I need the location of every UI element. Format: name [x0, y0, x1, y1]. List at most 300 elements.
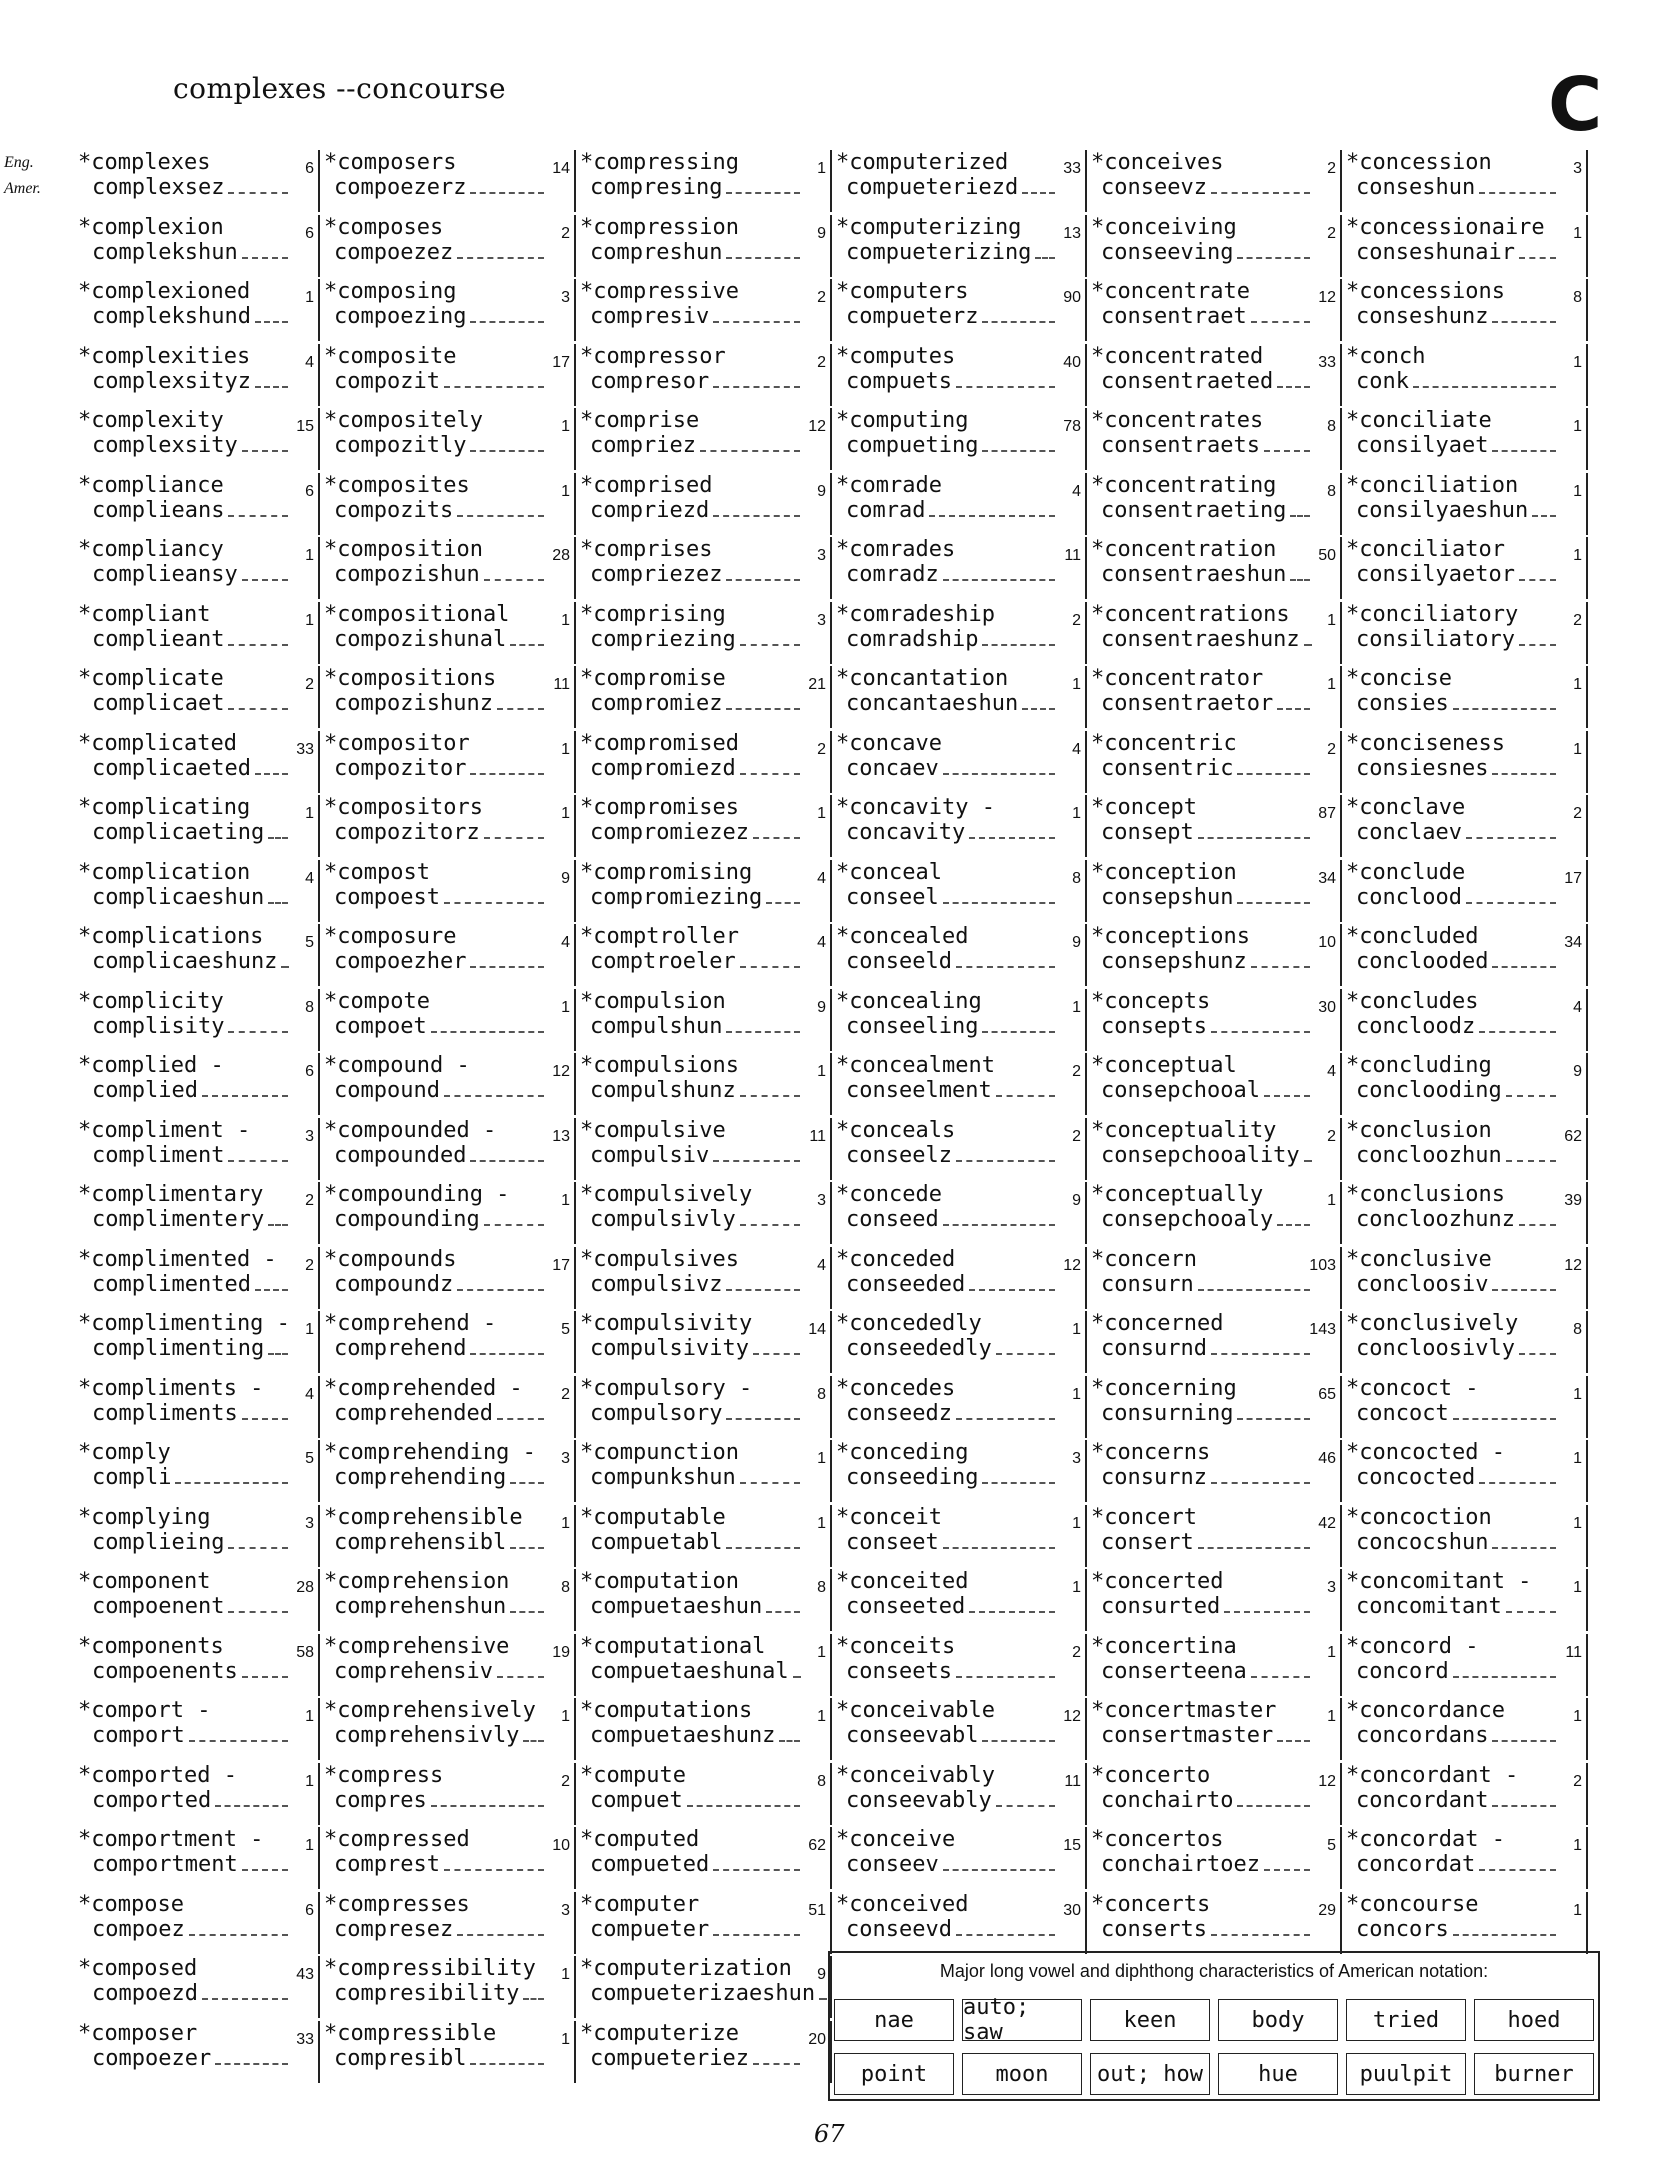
english-spelling: *compositional: [324, 601, 510, 627]
english-spelling: *conceptions: [1091, 924, 1250, 949]
frequency-count: 33: [1318, 353, 1336, 371]
frequency-count: 1: [305, 1321, 314, 1338]
american-spelling: consies: [1342, 690, 1556, 717]
english-spelling: *composer: [78, 2020, 198, 2046]
frequency-count: 1: [1072, 676, 1081, 693]
frequency-count: 3: [817, 1192, 826, 1209]
english-spelling: *computerized: [836, 150, 1009, 175]
frequency-count: 2: [561, 1385, 570, 1403]
english-spelling: *concordat -: [1346, 1827, 1505, 1852]
american-spelling: complicaet: [70, 690, 288, 717]
english-spelling: *concerto: [1091, 1762, 1211, 1788]
leader-dashes: [228, 174, 288, 194]
leader-dashes: [1277, 1722, 1310, 1742]
leader-dashes: [753, 2045, 800, 2065]
leader-dashes: [1519, 626, 1556, 646]
legend-example: point: [834, 2053, 954, 2095]
word-entry: [1342, 215, 1588, 277]
frequency-count: 21: [808, 676, 826, 693]
american-spelling: compoundz: [320, 1271, 544, 1298]
frequency-count: 33: [296, 740, 314, 758]
word-entry: [576, 1311, 832, 1373]
english-spelling: *complicating: [78, 795, 251, 820]
frequency-count: 1: [1072, 1321, 1081, 1338]
american-spelling: compulshun: [576, 1013, 800, 1040]
american-spelling: compli: [70, 1464, 288, 1491]
leader-dashes: [242, 561, 288, 581]
frequency-count: 33: [1063, 160, 1081, 177]
frequency-count: 1: [561, 2030, 570, 2048]
frequency-count: 2: [305, 676, 314, 693]
word-entry: [576, 795, 832, 857]
leader-dashes: [1211, 1916, 1310, 1936]
word-entry: [576, 924, 832, 986]
english-spelling: *conclusions: [1346, 1182, 1505, 1207]
word-entry: [1342, 1247, 1588, 1309]
word-entry: [832, 215, 1087, 277]
english-spelling: *conceptually: [1091, 1182, 1264, 1207]
american-spelling: compoezher: [320, 948, 544, 975]
leader-dashes: [1237, 1400, 1310, 1420]
word-entry: [832, 1247, 1087, 1309]
american-spelling: compound: [320, 1077, 544, 1104]
leader-dashes: [189, 1916, 288, 1936]
english-spelling: *composites: [324, 472, 470, 498]
word-entry: [320, 1634, 576, 1696]
word-entry: [1087, 1118, 1342, 1180]
word-entry: [576, 1247, 832, 1309]
leader-dashes: [470, 2045, 544, 2065]
word-entry: [832, 1118, 1087, 1180]
english-spelling: *computable: [580, 1504, 726, 1530]
american-spelling: complexsez: [70, 174, 288, 201]
frequency-count: 8: [1072, 869, 1081, 887]
english-spelling: *complied -: [78, 1053, 224, 1078]
leader-dashes: [766, 884, 800, 904]
leader-dashes: [982, 432, 1055, 452]
american-spelling: compounding: [320, 1206, 544, 1233]
american-spelling: consepshunz: [1087, 948, 1310, 975]
leader-dashes: [956, 1916, 1055, 1936]
leader-dashes: [228, 1013, 288, 1033]
frequency-count: 1: [1573, 418, 1582, 435]
frequency-count: 3: [1072, 1450, 1081, 1467]
american-spelling: compuetaeshun: [576, 1593, 800, 1620]
word-entry: [1342, 537, 1588, 599]
leader-dashes: [943, 561, 1055, 581]
word-entry: [320, 989, 576, 1051]
word-entry: [70, 215, 320, 277]
english-spelling: *composition: [324, 537, 483, 562]
american-spelling: complexsityz: [70, 368, 288, 395]
english-spelling: *conch: [1346, 343, 1426, 369]
american-spelling: conseets: [832, 1658, 1055, 1685]
english-spelling: *conceptual: [1091, 1053, 1237, 1078]
frequency-count: 8: [817, 1385, 826, 1403]
leader-dashes: [1492, 1529, 1556, 1549]
leader-dashes: [255, 368, 288, 388]
frequency-count: 5: [1327, 1837, 1336, 1854]
american-spelling: comprehend: [320, 1335, 544, 1362]
frequency-count: 2: [1327, 1127, 1336, 1145]
frequency-count: 4: [561, 934, 570, 951]
english-spelling: *comprehensively: [324, 1698, 536, 1723]
word-entry: [70, 795, 320, 857]
english-spelling: *concealed: [836, 924, 969, 949]
leader-dashes: [956, 1400, 1055, 1420]
leader-dashes: [281, 948, 289, 968]
frequency-count: 1: [1072, 805, 1081, 822]
american-spelling: compuetaeshunal: [576, 1658, 801, 1685]
american-spelling: compozitorz: [320, 819, 544, 846]
frequency-count: 8: [817, 1772, 826, 1790]
american-spelling: conclooded: [1342, 948, 1556, 975]
leader-dashes: [740, 1464, 800, 1484]
frequency-count: 2: [305, 1192, 314, 1209]
leader-dashes: [497, 690, 544, 710]
frequency-count: 1: [1072, 1385, 1081, 1403]
american-spelling: compresibility: [320, 1980, 544, 2007]
leader-dashes: [1453, 1400, 1556, 1420]
american-spelling: compueterz: [832, 303, 1055, 330]
english-spelling: *computes: [836, 343, 956, 369]
english-spelling: *compliancy: [78, 537, 224, 562]
leader-dashes: [943, 1206, 1055, 1226]
american-spelling: consilyaetor: [1342, 561, 1556, 588]
english-spelling: *concentrate: [1091, 279, 1250, 304]
english-spelling: *computer: [580, 1891, 700, 1917]
frequency-count: 1: [1072, 1514, 1081, 1532]
leader-dashes: [202, 1980, 288, 2000]
word-entry: [70, 989, 320, 1051]
leader-dashes: [444, 884, 544, 904]
leader-dashes: [228, 626, 288, 646]
leader-dashes: [470, 303, 544, 323]
english-spelling: *compose: [78, 1891, 184, 1917]
frequency-count: 17: [552, 1256, 570, 1274]
word-entry: [1087, 602, 1342, 664]
leader-dashes: [740, 1206, 800, 1226]
leader-dashes: [1290, 497, 1310, 517]
american-spelling: consentric: [1087, 755, 1310, 782]
frequency-count: 30: [1318, 998, 1336, 1016]
english-spelling: *compulsion: [580, 988, 726, 1014]
english-spelling: *conceding: [836, 1440, 969, 1465]
frequency-count: 43: [296, 1966, 314, 1983]
leader-dashes: [1264, 432, 1310, 452]
legend-example: out; how: [1090, 2053, 1210, 2095]
word-entry: [576, 1956, 832, 2018]
word-entry: [320, 1892, 576, 1954]
american-spelling: comprehending: [320, 1464, 544, 1491]
word-entry: [70, 344, 320, 406]
english-spelling: *compressing: [580, 150, 739, 175]
legend-example: puulpit: [1346, 2053, 1466, 2095]
leader-dashes: [457, 239, 544, 259]
leader-dashes: [1290, 561, 1310, 581]
american-spelling: consentraeshunz: [1087, 626, 1312, 653]
word-entry: [832, 1763, 1087, 1825]
word-entry: [70, 1505, 320, 1567]
word-entry: [1087, 1376, 1342, 1438]
american-spelling: compresing: [576, 174, 800, 201]
american-spelling: concavity: [832, 819, 1055, 846]
american-spelling: comport: [70, 1722, 288, 1749]
leader-dashes: [1506, 1077, 1556, 1097]
frequency-count: 9: [1072, 1192, 1081, 1209]
leader-dashes: [969, 819, 1055, 839]
american-spelling: compriez: [576, 432, 800, 459]
frequency-count: 1: [1573, 482, 1582, 500]
word-entry: [1087, 1440, 1342, 1502]
frequency-count: 1: [561, 482, 570, 500]
leader-dashes: [943, 1529, 1055, 1549]
frequency-count: 9: [817, 998, 826, 1016]
american-spelling: compueterizaeshun: [576, 1980, 827, 2007]
word-entry: [70, 279, 320, 341]
frequency-count: 87: [1318, 805, 1336, 822]
leader-dashes: [969, 1271, 1055, 1291]
word-entry: [576, 1569, 832, 1631]
word-entry: [320, 1311, 576, 1373]
word-entry: [576, 408, 832, 470]
frequency-count: 1: [561, 1514, 570, 1532]
frequency-count: 13: [552, 1127, 570, 1145]
leader-dashes: [510, 1529, 544, 1549]
word-entry: [320, 1698, 576, 1760]
word-entry: [832, 279, 1087, 341]
leader-dashes: [1479, 1851, 1556, 1871]
english-spelling: *complexion: [78, 214, 224, 240]
word-entry: [1087, 1698, 1342, 1760]
frequency-count: 40: [1063, 353, 1081, 371]
frequency-count: 1: [817, 805, 826, 822]
english-spelling: *concantation: [836, 666, 1009, 691]
american-spelling: concoct: [1342, 1400, 1556, 1427]
american-spelling: consurted: [1087, 1593, 1310, 1620]
american-spelling: comrad: [832, 497, 1055, 524]
word-entry: [1342, 1440, 1588, 1502]
word-entry: [832, 1634, 1087, 1696]
word-entry: [832, 924, 1087, 986]
english-spelling: *composes: [324, 214, 444, 240]
leader-dashes: [470, 1335, 544, 1355]
frequency-count: 9: [1072, 934, 1081, 951]
english-label: Eng.: [4, 154, 34, 171]
frequency-count: 5: [305, 1450, 314, 1467]
frequency-count: 3: [561, 1901, 570, 1919]
frequency-count: 8: [561, 1579, 570, 1596]
word-entry: [1342, 1634, 1588, 1696]
word-entry: [832, 1440, 1087, 1502]
frequency-count: 4: [305, 1385, 314, 1403]
frequency-count: 34: [1564, 934, 1582, 951]
word-entry: [576, 2021, 832, 2083]
english-spelling: *compressed: [324, 1827, 470, 1852]
leader-dashes: [956, 948, 1055, 968]
word-entry: [320, 1376, 576, 1438]
word-entry: [1342, 1569, 1588, 1631]
leader-dashes: [982, 1013, 1055, 1033]
word-entry: [576, 537, 832, 599]
frequency-count: 1: [1573, 1579, 1582, 1596]
frequency-count: 62: [808, 1837, 826, 1854]
american-spelling: compozishunz: [320, 690, 544, 717]
english-spelling: *compression: [580, 214, 739, 240]
frequency-count: 8: [305, 998, 314, 1016]
english-spelling: *concourse: [1346, 1891, 1479, 1917]
leader-dashes: [753, 819, 800, 839]
word-entry: [576, 1827, 832, 1889]
frequency-count: 9: [1573, 1063, 1582, 1080]
english-spelling: *concentrator: [1091, 666, 1264, 691]
frequency-count: 1: [561, 805, 570, 822]
frequency-count: 3: [817, 611, 826, 629]
english-spelling: *compressibility: [324, 1956, 536, 1981]
american-spelling: concloosiv: [1342, 1271, 1556, 1298]
leader-dashes: [1304, 1142, 1312, 1162]
frequency-count: 12: [808, 418, 826, 435]
english-spelling: *conceive: [836, 1827, 956, 1852]
leader-dashes: [510, 1593, 544, 1613]
frequency-count: 1: [561, 1708, 570, 1725]
english-spelling: *concluded: [1346, 924, 1479, 949]
english-spelling: *conclusively: [1346, 1311, 1519, 1336]
english-spelling: *complication: [78, 859, 251, 885]
american-spelling: complisity: [70, 1013, 288, 1040]
leader-dashes: [431, 1787, 544, 1807]
frequency-count: 65: [1318, 1385, 1336, 1403]
leader-dashes: [1211, 1013, 1310, 1033]
american-spelling: compulshunz: [576, 1077, 800, 1104]
word-entry: [70, 1118, 320, 1180]
word-entry: [70, 150, 320, 212]
leader-dashes: [1264, 1077, 1310, 1097]
word-entry: [1342, 473, 1588, 535]
word-entry: [320, 215, 576, 277]
leader-dashes: [740, 1077, 800, 1097]
american-spelling: compromiezd: [576, 755, 800, 782]
word-entry: [320, 1053, 576, 1115]
english-spelling: *comported -: [78, 1762, 237, 1788]
american-spelling: complicaeted: [70, 755, 288, 782]
american-spelling: compoezing: [320, 303, 544, 330]
frequency-count: 13: [1063, 224, 1081, 242]
word-entry: [1087, 1763, 1342, 1825]
word-entry: [320, 150, 576, 212]
leader-dashes: [726, 239, 800, 259]
word-entry: [1087, 795, 1342, 857]
frequency-count: 1: [1327, 1643, 1336, 1661]
american-spelling: consept: [1087, 819, 1310, 846]
english-spelling: *comprehensible: [324, 1504, 523, 1530]
word-entry: [832, 1569, 1087, 1631]
english-spelling: *comport -: [78, 1698, 211, 1723]
english-spelling: *compositors: [324, 795, 483, 820]
frequency-count: 11: [1064, 547, 1081, 564]
english-spelling: *comprehensive: [324, 1633, 510, 1659]
american-spelling: concomitant: [1342, 1593, 1556, 1620]
frequency-count: 2: [305, 1256, 314, 1274]
american-spelling: consentraeting: [1087, 497, 1310, 524]
american-spelling: compuet: [576, 1787, 800, 1814]
row-labels: [4, 150, 41, 202]
american-spelling: compulsivz: [576, 1271, 800, 1298]
american-spelling: conclaev: [1342, 819, 1556, 846]
english-spelling: *concede: [836, 1182, 942, 1207]
word-entry: [832, 408, 1087, 470]
frequency-count: 1: [817, 1708, 826, 1725]
frequency-count: 15: [1063, 1837, 1081, 1854]
frequency-count: 2: [817, 353, 826, 371]
word-entry: [70, 1182, 320, 1244]
frequency-count: 1: [561, 418, 570, 435]
frequency-count: 8: [817, 1579, 826, 1596]
american-spelling: compoenents: [70, 1658, 288, 1685]
american-spelling: compuetaeshunz: [576, 1722, 800, 1749]
leader-dashes: [726, 1400, 800, 1420]
english-spelling: *concerts: [1091, 1891, 1211, 1917]
american-spelling: comprest: [320, 1851, 544, 1878]
frequency-count: 4: [305, 353, 314, 371]
american-spelling: consentraeted: [1087, 368, 1310, 395]
english-spelling: *concerned: [1091, 1311, 1224, 1336]
word-entry: [832, 537, 1087, 599]
american-spelling: compreshun: [576, 239, 800, 266]
frequency-count: 1: [1573, 547, 1582, 564]
frequency-count: 4: [305, 869, 314, 887]
english-spelling: *compulsive: [580, 1117, 726, 1143]
word-entry: [1342, 731, 1588, 793]
frequency-count: 2: [561, 1772, 570, 1790]
american-spelling: complexsity: [70, 432, 288, 459]
frequency-count: 1: [1573, 1514, 1582, 1532]
american-spelling: compromiez: [576, 690, 800, 717]
leader-dashes: [1519, 561, 1556, 581]
word-entry: [1342, 1827, 1588, 1889]
american-spelling: concloozhun: [1342, 1142, 1556, 1169]
legend-example: hue: [1218, 2053, 1338, 2095]
american-spelling: conseeding: [832, 1464, 1055, 1491]
frequency-count: 51: [808, 1901, 826, 1919]
word-entry: [1087, 1247, 1342, 1309]
leader-dashes: [228, 1529, 288, 1549]
leader-dashes: [713, 1916, 800, 1936]
frequency-count: 103: [1309, 1256, 1336, 1274]
english-spelling: *computerizing: [836, 214, 1022, 240]
american-spelling: conseedz: [832, 1400, 1055, 1427]
leader-dashes: [713, 1142, 800, 1162]
english-spelling: *composed: [78, 1956, 198, 1981]
american-spelling: complekshun: [70, 239, 288, 266]
american-spelling: comprehenshun: [320, 1593, 544, 1620]
frequency-count: 1: [1327, 1708, 1336, 1725]
frequency-count: 6: [305, 160, 314, 177]
leader-dashes: [1492, 1722, 1556, 1742]
english-spelling: *concentrations: [1091, 601, 1290, 627]
word-entry: [1087, 150, 1342, 212]
american-spelling: compulsivly: [576, 1206, 800, 1233]
english-spelling: *complying: [78, 1504, 211, 1530]
frequency-count: 1: [305, 289, 314, 306]
frequency-count: 1: [1072, 998, 1081, 1016]
leader-dashes: [242, 1851, 288, 1871]
word-entry: [70, 1634, 320, 1696]
english-spelling: *comportment -: [78, 1827, 264, 1852]
frequency-count: 90: [1063, 289, 1081, 306]
english-spelling: *compounding -: [324, 1182, 510, 1207]
frequency-count: 30: [1063, 1901, 1081, 1919]
